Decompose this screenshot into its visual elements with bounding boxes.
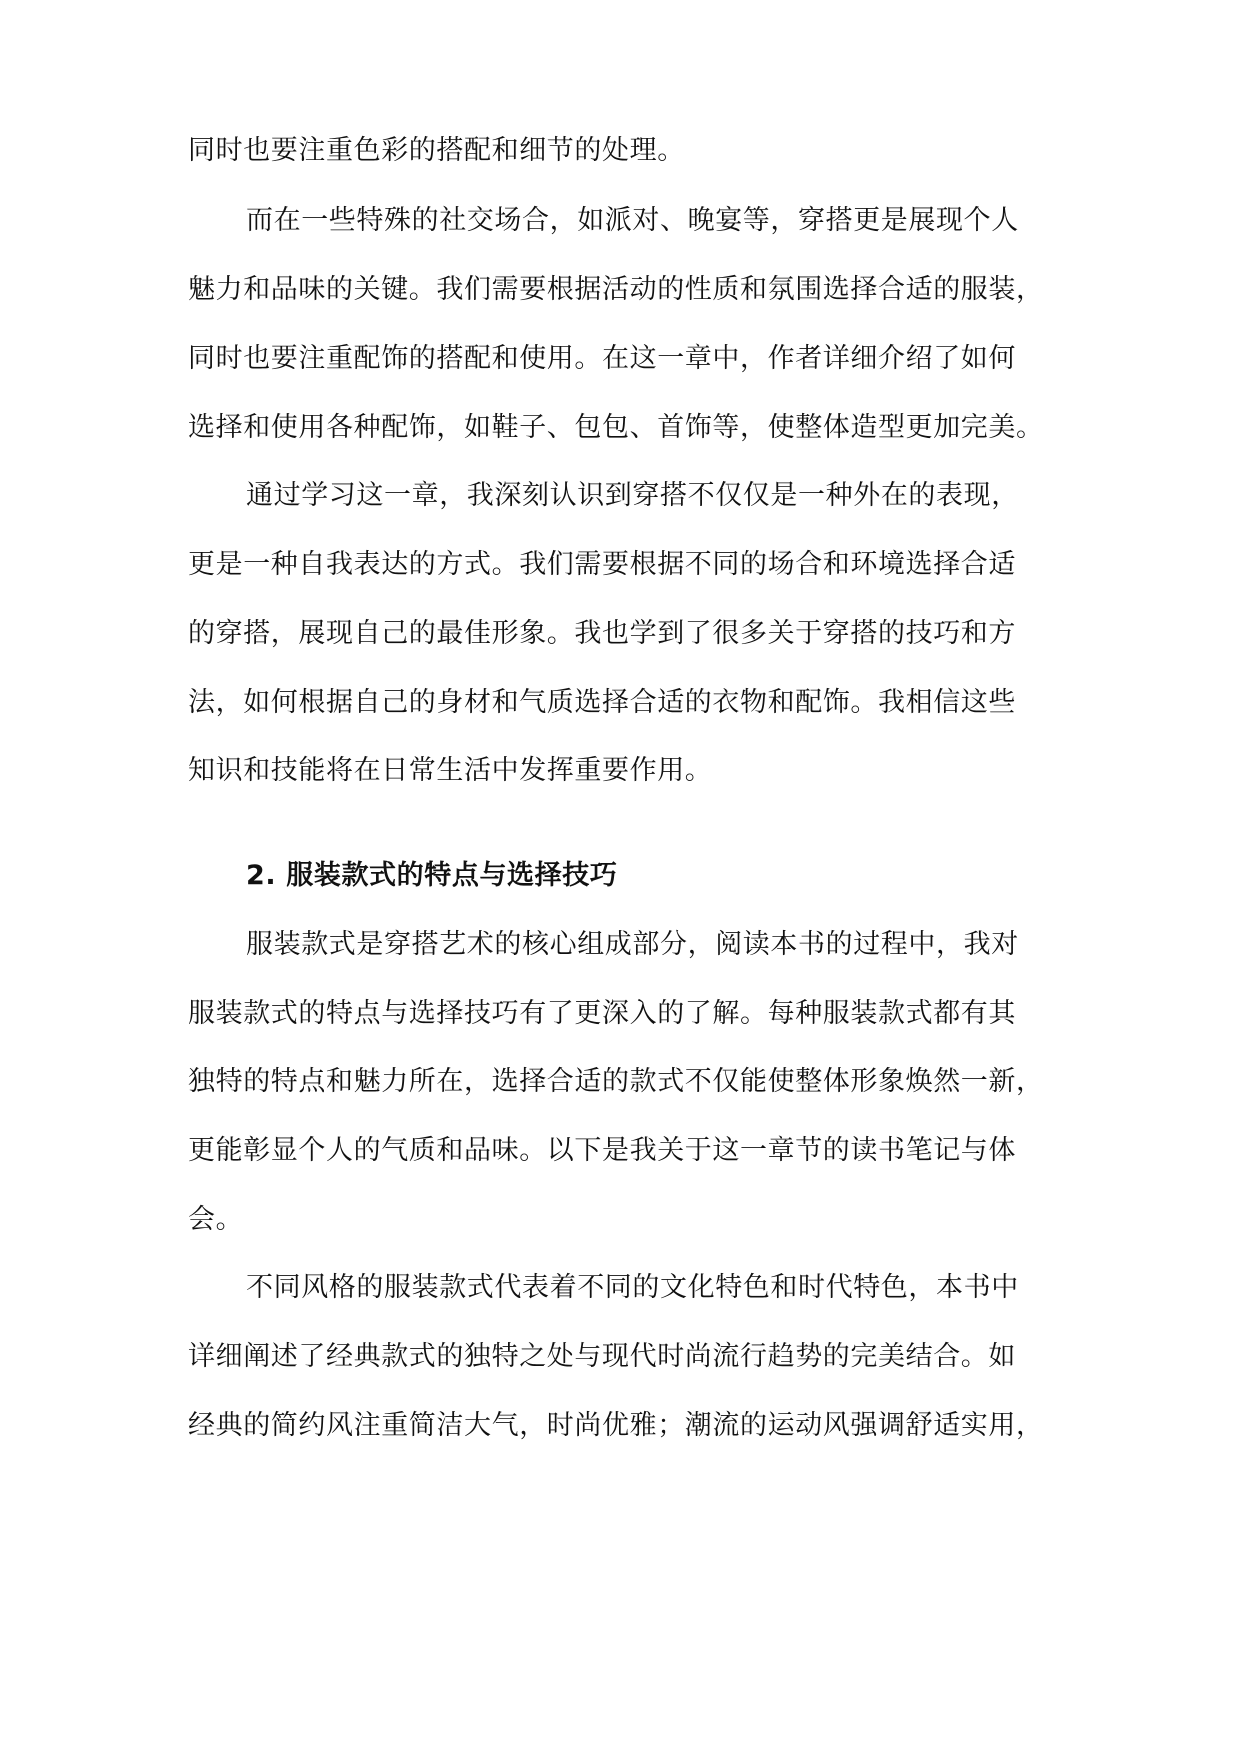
paragraph-line: 法，如何根据自己的身材和气质选择合适的衣物和配饰。我相信这些 xyxy=(188,687,1016,718)
paragraph-line: 更是一种自我表达的方式。我们需要根据不同的场合和环境选择合适 xyxy=(188,549,1016,580)
paragraph-line: 不同风格的服装款式代表着不同的文化特色和时代特色，本书中 xyxy=(246,1272,1019,1303)
paragraph-line: 的穿搭，展现自己的最佳形象。我也学到了很多关于穿搭的技巧和方 xyxy=(188,618,1016,649)
paragraph-line: 服装款式是穿搭艺术的核心组成部分，阅读本书的过程中，我对 xyxy=(246,929,1019,960)
section-heading: 2. 服装款式的特点与选择技巧 xyxy=(246,860,618,891)
paragraph-line: 通过学习这一章，我深刻认识到穿搭不仅仅是一种外在的表现， xyxy=(246,480,1019,511)
paragraph-line: 详细阐述了经典款式的独特之处与现代时尚流行趋势的完美结合。如 xyxy=(188,1341,1016,1372)
paragraph-line: 会。 xyxy=(188,1204,244,1235)
paragraph-line: 而在一些特殊的社交场合，如派对、晚宴等，穿搭更是展现个人 xyxy=(246,205,1019,236)
paragraph-line: 同时也要注重色彩的搭配和细节的处理。 xyxy=(188,135,685,166)
paragraph-line: 服装款式的特点与选择技巧有了更深入的了解。每种服装款式都有其 xyxy=(188,998,1016,1029)
paragraph-line: 选择和使用各种配饰，如鞋子、包包、首饰等，使整体造型更加完美。 xyxy=(188,412,1044,443)
paragraph-line: 知识和技能将在日常生活中发挥重要作用。 xyxy=(188,755,713,786)
paragraph-line: 同时也要注重配饰的搭配和使用。在这一章中，作者详细介绍了如何 xyxy=(188,343,1016,374)
paragraph-line: 更能彰显个人的气质和品味。以下是我关于这一章节的读书笔记与体 xyxy=(188,1135,1016,1166)
paragraph-line: 经典的简约风注重简洁大气，时尚优雅；潮流的运动风强调舒适实用， xyxy=(188,1410,1044,1441)
paragraph-line: 魅力和品味的关键。我们需要根据活动的性质和氛围选择合适的服装， xyxy=(188,274,1044,305)
paragraph-line: 独特的特点和魅力所在，选择合适的款式不仅能使整体形象焕然一新， xyxy=(188,1066,1044,1097)
